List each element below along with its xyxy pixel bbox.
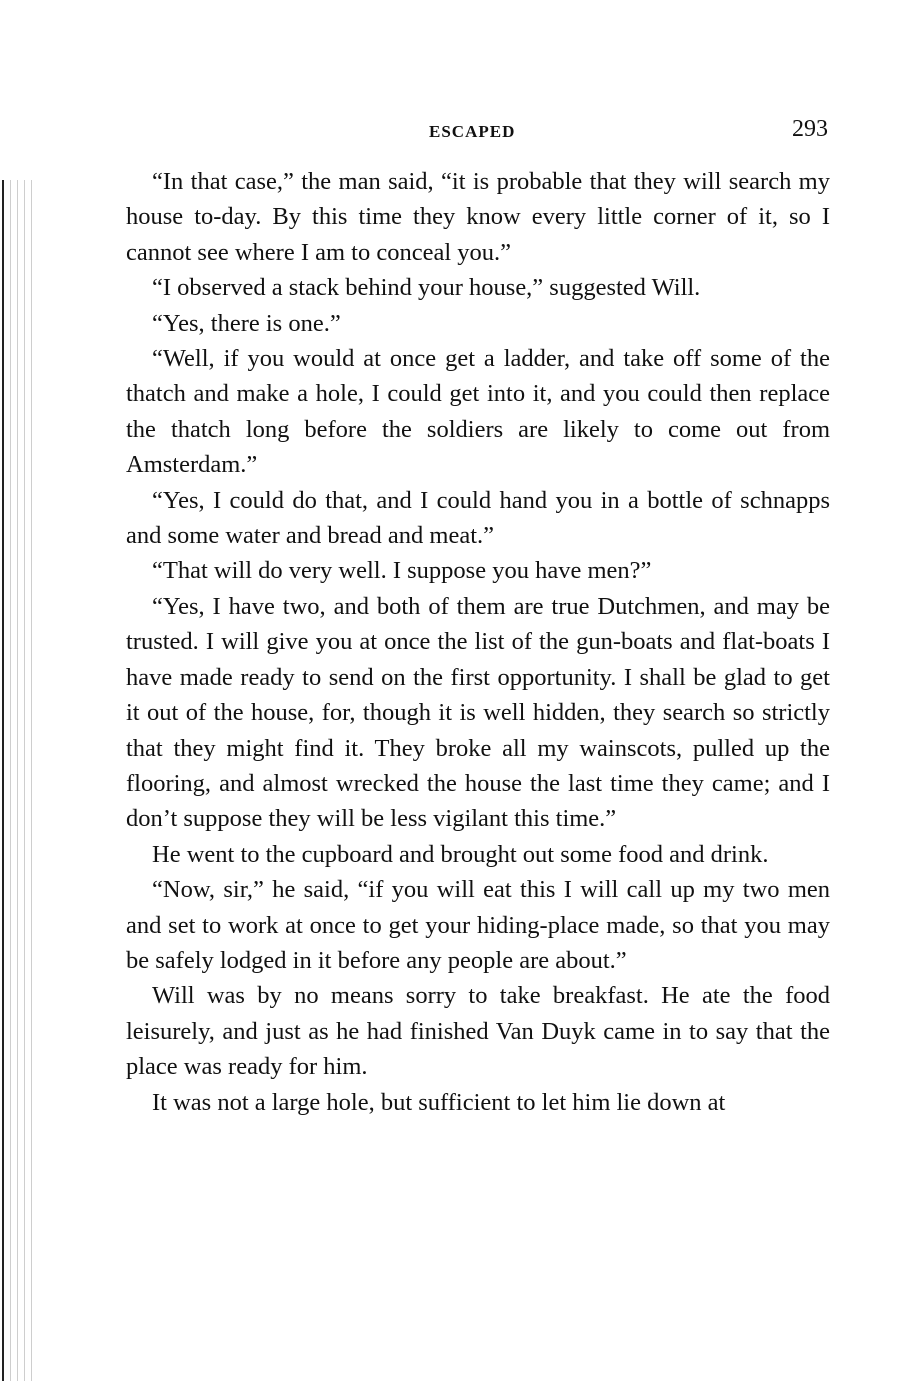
page-number: 293 — [792, 116, 828, 142]
paragraph: “Now, sir,” he said, “if you will eat this I will call up my two men and set to work at once to get your hiding-place made, so that you may be safely lodged in it before any people are about.” — [126, 876, 830, 974]
running-title: ESCAPED — [429, 122, 516, 141]
paragraph: It was not a large hole, but sufficient to let him lie down at — [152, 1088, 726, 1116]
running-header — [0, 116, 923, 148]
paragraph: “Yes, I have two, and both of them are true Dutchmen, and may be trusted. I will give you at once the list of the gun-boats and flat-boats I have made ready to send on the first opportunity. I shall be glad to get it out of the house, for, though it is well hidden, they search so strictly that they might find it. They broke all my wainscots, pulled up the flooring, and almost wrecked the house the last time they came; and I don’t suppose they will be less vigilant this time.” — [126, 592, 830, 833]
paragraph: “I observed a stack behind your house,” suggested Will. — [152, 274, 701, 302]
paragraph: “In that case,” the man said, “it is probable that they will search my house to-day. By this time they know every little corner of it, so I cannot see where I am to conceal you.” — [126, 168, 830, 266]
binding-gutter-shadow — [0, 180, 36, 1381]
paragraph: Will was by no means sorry to take breakfast. He ate the food leisurely, and just as he had finished Van Duyk came in to say that the place was ready for him. — [126, 982, 830, 1081]
paragraph: “Yes, there is one.” — [152, 309, 341, 337]
paragraph: “Well, if you would at once get a ladder, and take off some of the thatch and make a hole, I could get into it, and you could then replace the thatch long before the soldiers are likely to come out from Amsterdam.” — [126, 345, 830, 479]
body-text — [126, 164, 830, 1120]
paragraph: He went to the cupboard and brought out some food and drink. — [152, 840, 769, 868]
page-edge-line — [2, 180, 4, 1381]
paragraph: “That will do very well. I suppose you have men?” — [152, 557, 652, 585]
paragraph: “Yes, I could do that, and I could hand you in a bottle of schnapps and some water and bread and meat.” — [126, 486, 830, 550]
